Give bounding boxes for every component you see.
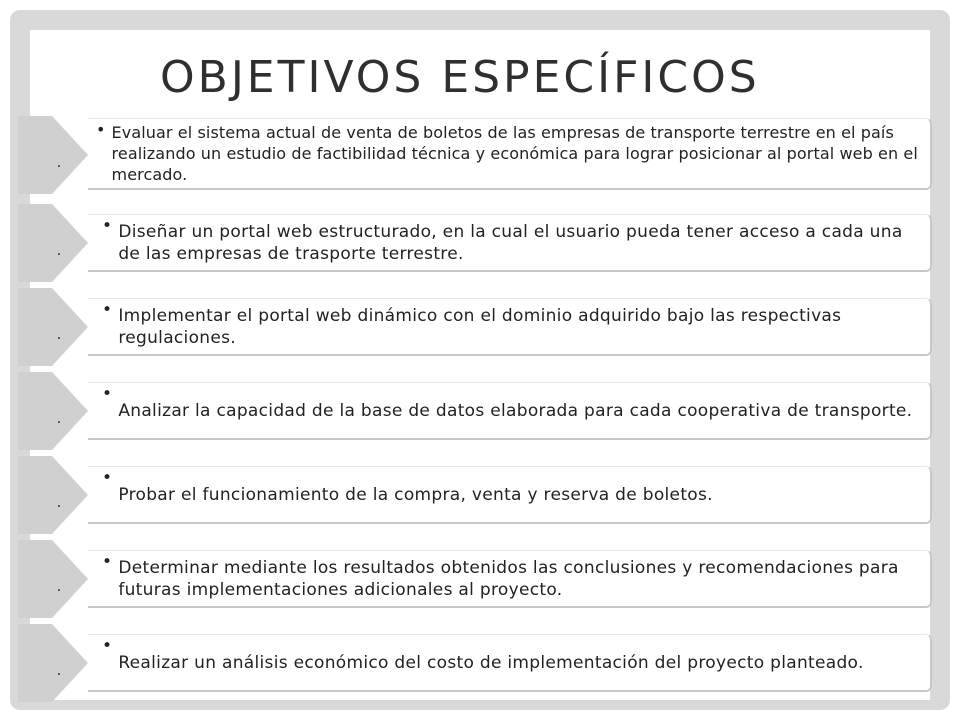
objective-box: [88, 634, 932, 692]
objective-text-block: [96, 119, 920, 188]
objective-text-block: [102, 215, 920, 270]
objective-box: [88, 214, 932, 272]
bullet-icon: •: [102, 384, 113, 404]
bullet-icon: •: [102, 468, 113, 488]
bullet-icon: •: [102, 216, 113, 236]
objective-box: [88, 466, 932, 524]
bullet-icon: •: [102, 552, 113, 572]
objective-text: Analizar la capacidad de la base de datos elaborada para cada cooperativa de transporte.: [118, 400, 913, 421]
objective-text: Probar el funcionamiento de la compra, venta y reserva de boletos.: [118, 484, 713, 505]
bullet-icon: •: [102, 300, 113, 320]
chevron-dot: .: [56, 327, 62, 343]
objective-row: [0, 536, 960, 622]
objective-row: [0, 112, 960, 198]
objective-text-block: [102, 635, 920, 690]
chevron-dot: .: [56, 243, 62, 259]
bullet-icon: •: [102, 636, 113, 656]
objective-box: [88, 550, 932, 608]
objective-text: Evaluar el sistema actual de venta de boletos de las empresas de transporte terrestre en el país realizando un estudio de factibilidad técnica y económica para lograr posicionar al portal web en el mercado.: [111, 123, 918, 184]
objective-text-block: [102, 467, 920, 522]
chevron-dot: .: [56, 663, 62, 679]
objective-row: [0, 452, 960, 538]
chevron-dot: .: [56, 579, 62, 595]
chevron-dot: .: [56, 495, 62, 511]
objective-row: [0, 200, 960, 286]
objective-text: Implementar el portal web dinámico con el dominio adquirido bajo las respectivas regulaciones.: [118, 305, 842, 348]
objective-row: [0, 368, 960, 454]
objective-text: Diseñar un portal web estructurado, en la cual el usuario pueda tener acceso a cada una de las empresas de trasporte terrestre.: [118, 221, 903, 264]
slide-title: OBJETIVOS ESPECÍFICOS: [160, 52, 760, 103]
objective-box: [88, 382, 932, 440]
objective-text-block: [102, 383, 920, 438]
objective-box: [88, 298, 932, 356]
objective-row: [0, 284, 960, 370]
objective-text-block: [102, 299, 920, 354]
chevron-dot: .: [56, 155, 62, 171]
bullet-icon: •: [96, 120, 106, 139]
objective-text-block: [102, 551, 920, 606]
objective-text: Realizar un análisis económico del costo de implementación del proyecto planteado.: [118, 652, 864, 673]
objective-text: Determinar mediante los resultados obtenidos las conclusiones y recomendaciones para futuras implementaciones adicionales al proyecto.: [118, 557, 899, 600]
objective-box: [88, 118, 932, 190]
chevron-dot: .: [56, 411, 62, 427]
objective-row: [0, 620, 960, 706]
